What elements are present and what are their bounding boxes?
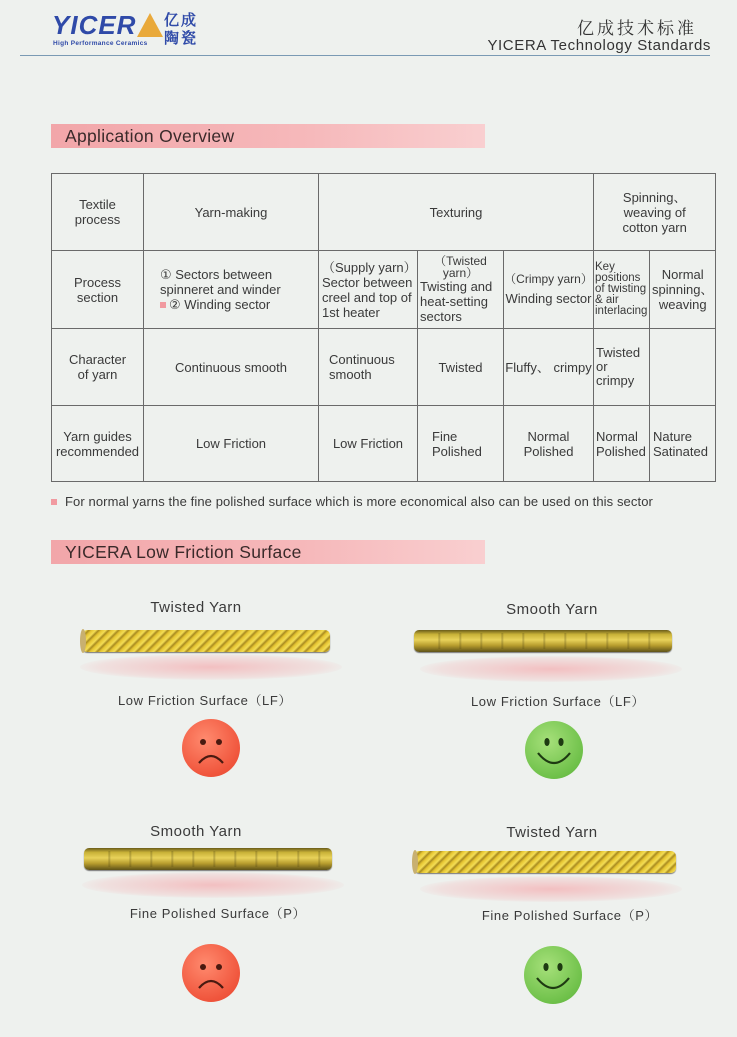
cell-process-key: Key positions of twisting & air interlacing: [594, 251, 650, 329]
cell-spinning: Spinning、weaving of cotton yarn: [594, 174, 716, 251]
footnote-marker-icon: [160, 302, 166, 308]
happy-face-icon: [524, 946, 582, 1004]
surface-glow: [420, 656, 682, 682]
table-row: [52, 251, 716, 329]
cell-texturing: Texturing: [319, 174, 594, 251]
lf-section-title: YICERA Low Friction Surface: [51, 540, 485, 564]
logo-text: YICER: [52, 10, 137, 40]
cell-process-twisted: [418, 251, 504, 329]
row-label-process: Process section: [52, 251, 144, 329]
crimpy-body: Winding sector: [505, 291, 592, 306]
cell-yarn-making: Yarn-making: [144, 174, 319, 251]
logo-chinese: [164, 12, 198, 48]
twisted-head: （Twisted yarn）: [434, 254, 487, 280]
cell-process-supply: [319, 251, 418, 329]
cell-character-yarn-making: Continuous smooth: [144, 329, 319, 406]
logo-triangle-icon: [137, 13, 163, 37]
cell-character-crimpy: Fluffy、 crimpy: [504, 329, 594, 406]
overview-footnote: [51, 494, 653, 509]
surface-label: Low Friction Surface（LF）: [117, 693, 293, 708]
cell-character-twisted: Twisted: [418, 329, 504, 406]
surface-label: Low Friction Surface（LF）: [470, 694, 646, 709]
surface-glow: [82, 872, 344, 898]
surface-label: Fine Polished Surface（P）: [129, 906, 307, 921]
yarn-title: Smooth Yarn: [150, 823, 242, 840]
supply-body: Sector between creel and top of 1st heater: [322, 274, 413, 320]
logo-cn-line2: 陶瓷: [164, 30, 199, 47]
surface-glow: [80, 654, 342, 680]
table-row: [52, 406, 716, 482]
cell-guides-crimpy: Normal Polished: [504, 406, 594, 482]
brand-logo: [52, 10, 163, 41]
process-item-2-text: ② Winding sector: [169, 297, 271, 312]
page-header: [0, 0, 737, 56]
table-row: [52, 174, 716, 251]
row-label-textile: Textile process: [52, 174, 144, 251]
cell-character-normal: [650, 329, 716, 406]
surface-glow: [420, 876, 682, 902]
row-label-character: Character of yarn: [52, 329, 144, 406]
cell-guides-key: Normal Polished: [594, 406, 650, 482]
table-row: [52, 329, 716, 406]
smooth-yarn-image: [84, 848, 332, 870]
cell-guides-yarn-making: Low Friction: [144, 406, 319, 482]
cell-process-crimpy: [504, 251, 594, 329]
logo-cn-line1: 亿成: [164, 12, 199, 29]
crimpy-head: （Crimpy yarn）: [504, 272, 593, 286]
standards-title-cn: 亿成技术标准: [577, 19, 697, 38]
cell-process-yarn-making: [144, 251, 319, 329]
twisted-body: Twisting and heat-setting sectors: [420, 279, 493, 324]
footnote-marker-icon: [51, 499, 57, 505]
row-label-guides: Yarn guides recommended: [52, 406, 144, 482]
cell-character-key: Twisted or crimpy: [594, 329, 650, 406]
twisted-yarn-image: [82, 630, 330, 652]
yarn-title: Twisted Yarn: [150, 599, 242, 616]
sad-face-icon: [182, 944, 240, 1002]
process-item-2: [160, 297, 318, 312]
smooth-yarn-image: [414, 630, 672, 652]
overview-section-title: Application Overview: [51, 124, 485, 148]
twisted-yarn-image: [414, 851, 676, 873]
yarn-title: Twisted Yarn: [506, 824, 598, 841]
footnote-text: For normal yarns the fine polished surface which is more economical also can be used on this sector: [65, 494, 653, 509]
supply-head: （Supply yarn）: [322, 259, 417, 275]
cell-guides-twisted: Fine Polished: [418, 406, 504, 482]
happy-face-icon: [525, 721, 583, 779]
yarn-title: Smooth Yarn: [506, 601, 598, 618]
standards-title-en: YICERA Technology Standards: [487, 37, 711, 54]
cell-character-supply: Continuous smooth: [319, 329, 418, 406]
application-overview-table: [51, 173, 716, 482]
process-item-1: ① Sectors between spinneret and winder: [160, 267, 281, 297]
header-divider: [20, 55, 710, 56]
cell-guides-normal: Nature Satinated: [650, 406, 716, 482]
logo-subtitle: High Performance Ceramics: [53, 40, 148, 47]
sad-face-icon: [182, 719, 240, 777]
cell-guides-supply: Low Friction: [319, 406, 418, 482]
surface-label: Fine Polished Surface（P）: [481, 908, 659, 923]
cell-process-normal: Normal spinning、weaving: [650, 251, 716, 329]
